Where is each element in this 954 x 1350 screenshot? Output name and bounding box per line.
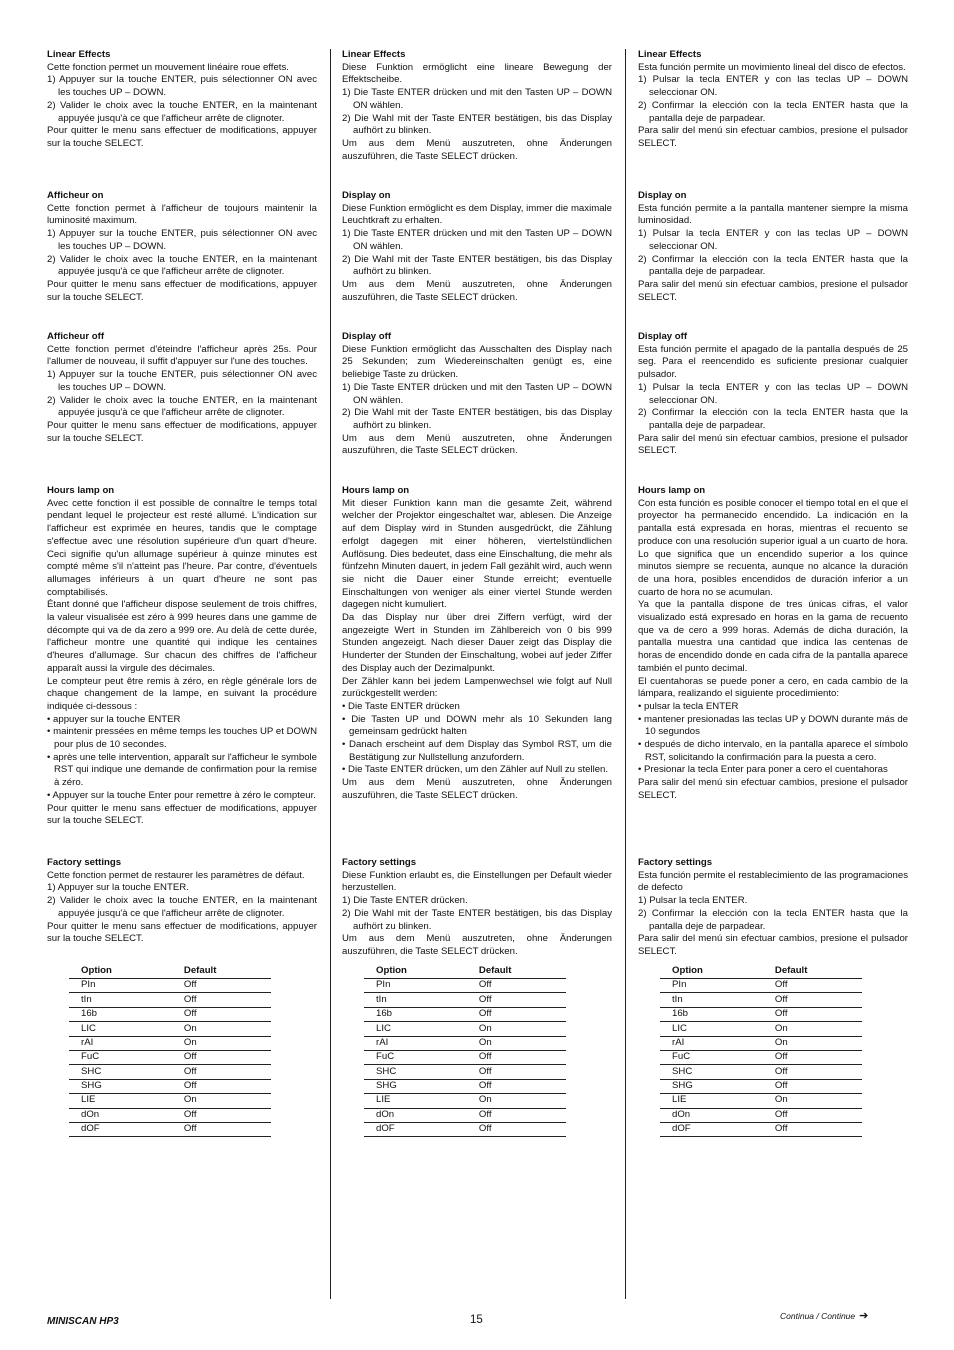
default-cell: Off: [775, 1108, 862, 1122]
default-cell: On: [184, 1022, 271, 1036]
option-cell: SHC: [660, 1065, 775, 1079]
paragraph: Para salir del menú sin efectuar cambios, presione el pulsador SELECT.: [638, 432, 908, 457]
default-cell: Off: [775, 1065, 862, 1079]
section-title: Factory settings: [342, 857, 417, 868]
bullet-item: • Appuyer sur la touche Enter pour remettre à zéro le compteur.: [47, 789, 316, 801]
section-title: Display off: [342, 331, 392, 342]
section-factory-settings: [342, 857, 612, 959]
paragraph: Diese Funktion ermöglicht es dem Display, immer die maximale Leuchtkraft zu erhalten.: [342, 202, 612, 227]
option-cell: LIC: [364, 1022, 479, 1036]
continue-text: Continua / Continue: [780, 1311, 856, 1321]
table-row: [69, 1007, 271, 1021]
option-cell: dOF: [364, 1122, 479, 1136]
table-row: [660, 1036, 862, 1050]
paragraph: Pour quitter le menu sans effectuer de modifications, appuyer sur la touche SELECT.: [47, 802, 317, 827]
paragraph: Cette fonction permet d'éteindre l'afficheur après 25s. Pour l'allumer de nouveau, il suffit d'appuyer sur l'une des touches.: [47, 343, 317, 368]
table-row: [660, 979, 862, 993]
table-row: [69, 1022, 271, 1036]
option-cell: LIE: [660, 1094, 775, 1108]
table-row: [364, 1122, 566, 1136]
bullet-item: • Die Taste ENTER drücken, um den Zähler auf Null zu stellen.: [342, 764, 609, 776]
default-cell: Off: [479, 1108, 566, 1122]
default-cell: Off: [479, 979, 566, 993]
step-item: 2) Confirmar la elección con la tecla ENTER hasta que la pantalla deje de parpadear.: [638, 907, 908, 932]
table-row: [69, 1094, 271, 1108]
paragraph: Para salir del menú sin efectuar cambios, presione el pulsador SELECT.: [638, 933, 908, 957]
option-cell: tIn: [364, 993, 479, 1007]
table-row: [660, 1065, 862, 1079]
table-row: [364, 1022, 566, 1036]
option-cell: FuC: [660, 1050, 775, 1064]
section-display-off: [342, 331, 612, 458]
table-row: [660, 1050, 862, 1064]
bullet-item: • Danach erscheint auf dem Display das Symbol RST, um die Bestätigung zur Nullstellung anzufordern.: [342, 739, 612, 763]
section-title: Factory settings: [47, 857, 122, 868]
defaults-table: [660, 965, 862, 1137]
default-cell: Off: [479, 993, 566, 1007]
step-item: 2) Die Wahl mit der Taste ENTER bestätigen, bis das Display aufhört zu blinken.: [342, 253, 612, 278]
option-cell: PIn: [69, 979, 184, 993]
step-item: 2) Confirmar la elección con la tecla ENTER hasta que la pantalla deje de parpadear.: [638, 407, 908, 431]
section-display-on: [342, 190, 612, 304]
paragraph: Para salir del menú sin efectuar cambios, presione el pulsador SELECT.: [638, 777, 908, 801]
default-cell: Off: [184, 1007, 271, 1021]
step-item: 1) Pulsar la tecla ENTER y con las teclas UP – DOWN seleccionar ON.: [638, 228, 908, 252]
step-item: 1) Appuyer sur la touche ENTER.: [47, 882, 189, 894]
paragraph: Esta función permite a la pantalla mantener siempre la misma luminosidad.: [638, 202, 908, 227]
column-header: Default: [184, 965, 271, 979]
section-factory-settings: [638, 857, 908, 959]
bullet-item: • Die Tasten UP und DOWN mehr als 10 Sekunden lang gemeinsam gedrückt halten: [342, 713, 612, 738]
option-cell: dOn: [660, 1108, 775, 1122]
table-row: [364, 993, 566, 1007]
option-cell: dOn: [69, 1108, 184, 1122]
default-cell: Off: [479, 1050, 566, 1064]
column-header: Default: [479, 965, 566, 979]
table-row: [69, 1065, 271, 1079]
option-cell: LIE: [364, 1094, 479, 1108]
option-cell: 16b: [364, 1007, 479, 1021]
default-cell: On: [479, 1094, 566, 1108]
section-linear-effects: [638, 49, 908, 151]
section-title: Hours lamp on: [638, 485, 706, 496]
column-header: Default: [775, 965, 862, 979]
section-title: Linear Effects: [638, 49, 702, 60]
paragraph: El cuentahoras se puede poner a cero, en cada cambio de la lámpara, realizando el siguiente procedimiento:: [638, 675, 908, 700]
paragraph: Diese Funktion ermöglicht eine lineare Bewegung der Effektscheibe.: [342, 61, 612, 86]
option-cell: SHC: [364, 1065, 479, 1079]
table-row: [660, 1108, 862, 1122]
step-item: 1) Appuyer sur la touche ENTER, puis sélectionner ON avec les touches UP – DOWN.: [47, 228, 317, 252]
table-row: [69, 979, 271, 993]
bullet-item: • après une telle intervention, apparaît sur l'afficheur le symbole RST qui indique une demande de confirmation pour la remise à zéro.: [47, 751, 317, 789]
paragraph: Avec cette fonction il est possible de connaître le temps total pendant lequel le projecteur est resté allumé. L'indication sur l'afficheur est exprimée en heures, tandis que le comptage s'effectue avec une résolution supérieure d'un quart d'heure. Ceci signifie qu'un allumage supérieur à quinze minutes est compté même s'il n'atteint pas l'heure. Par contre, d'éventuels allumages inférieurs à un quart d'heure ne sont pas comptabilisés.: [47, 497, 317, 598]
table-row: [660, 993, 862, 1007]
section-title: Linear Effects: [47, 49, 111, 60]
option-cell: tIn: [660, 993, 775, 1007]
paragraph: Étant donné que l'afficheur dispose seulement de trois chiffres, la valeur visualisée est zéro à 999 heures dans une gamme de décompte qui va de da zero a 999 ore. Au delà de cette durée, l'afficheur montre une quantité qui indique les centaines d'heures d'allumage. Sur chacun des chiffres de l'afficheur apparaît aussi la virgule des décimales.: [47, 599, 317, 674]
section-hours-lamp-on: [638, 485, 908, 803]
option-cell: LIC: [69, 1022, 184, 1036]
default-cell: Off: [775, 1079, 862, 1093]
step-item: 2) Valider le choix avec la touche ENTER, en la maintenant appuyée jusqu'à ce que l'afficheur arrête de clignoter.: [47, 895, 317, 919]
column-divider: [625, 49, 626, 1299]
default-cell: On: [775, 1036, 862, 1050]
table-row: [69, 1050, 271, 1064]
column-header: Option: [69, 965, 184, 979]
option-cell: dOF: [69, 1122, 184, 1136]
default-cell: Off: [775, 1122, 862, 1136]
default-cell: On: [184, 1094, 271, 1108]
paragraph: Con esta función es posible conocer el tiempo total en el que el proyector ha permanecido encendido. La indicación en la pantalla está expresada en horas, mientras el recuento se produce con una resolución superior igual a un cuarto de hora. Lo que significa que un encendido superior a los quince minutos siempre se recuenta, aunque no alcance la duración de una hora, posibles encendidos de duración inferior a un cuarto de hora no se acumulan.: [638, 497, 908, 598]
default-cell: Off: [479, 1122, 566, 1136]
table-row: [660, 1079, 862, 1093]
paragraph: Diese Funktion ermöglicht das Ausschalten des Display nach 25 Sekunden; zum Wiedereinschalten genügt es, eine beliebige Taste zu drücken.: [342, 343, 612, 381]
option-cell: PIn: [364, 979, 479, 993]
default-cell: Off: [479, 1065, 566, 1079]
option-cell: rAI: [660, 1036, 775, 1050]
step-item: 1) Pulsar la tecla ENTER.: [638, 895, 748, 907]
step-item: 1) Die Taste ENTER drücken und mit den Tasten UP – DOWN ON wählen.: [342, 87, 612, 111]
bullet-item: • pulsar la tecla ENTER: [638, 700, 739, 712]
paragraph: Um aus dem Menü auszutreten, ohne Änderungen auszuführen, die Taste SELECT drücken.: [342, 432, 612, 457]
step-item: 2) Valider le choix avec la touche ENTER, en la maintenant appuyée jusqu'à ce que l'afficheur arrête de clignoter.: [47, 99, 317, 124]
default-cell: Off: [184, 1050, 271, 1064]
section-title: Linear Effects: [342, 49, 406, 60]
section-linear-effects: [47, 49, 317, 151]
section-display-on: [47, 190, 317, 304]
table-row: [364, 1108, 566, 1122]
option-cell: SHG: [660, 1079, 775, 1093]
section-display-off: [47, 331, 317, 445]
defaults-table: [69, 965, 271, 1137]
step-item: 2) Die Wahl mit der Taste ENTER bestätigen, bis das Display aufhört zu blinken.: [342, 112, 612, 137]
table-row: [660, 1007, 862, 1021]
section-factory-settings: [47, 857, 317, 946]
step-item: 2) Valider le choix avec la touche ENTER, en la maintenant appuyée jusqu'à ce que l'afficheur arrête de clignoter.: [47, 253, 317, 278]
paragraph: Cette fonction permet un mouvement linéaire roue effets.: [47, 61, 289, 73]
table-row: [69, 993, 271, 1007]
step-item: 1) Pulsar la tecla ENTER y con las teclas UP – DOWN seleccionar ON.: [638, 74, 908, 99]
section-title: Afficheur off: [47, 331, 105, 342]
table-row: [364, 1094, 566, 1108]
table-row: [69, 1079, 271, 1093]
step-item: 1) Die Taste ENTER drücken und mit den Tasten UP – DOWN ON wählen.: [342, 228, 612, 252]
column-header: Option: [364, 965, 479, 979]
page-number: 15: [470, 1314, 483, 1326]
default-cell: On: [479, 1036, 566, 1050]
step-item: 2) Die Wahl mit der Taste ENTER bestätigen, bis das Display aufhört zu blinken.: [342, 907, 612, 932]
option-cell: rAI: [69, 1036, 184, 1050]
section-title: Hours lamp on: [342, 485, 410, 496]
table-row: [364, 1050, 566, 1064]
default-cell: Off: [184, 993, 271, 1007]
table-row: [364, 1007, 566, 1021]
paragraph: Para salir del menú sin efectuar cambios, presione el pulsador SELECT.: [638, 278, 908, 303]
default-cell: On: [775, 1094, 862, 1108]
paragraph: Pour quitter le menu sans effectuer de modifications, appuyer sur la touche SELECT.: [47, 125, 317, 149]
section-title: Afficheur on: [47, 190, 104, 201]
paragraph: Der Zähler kann bei jedem Lampenwechsel wie folgt auf Null zurückgestellt werden:: [342, 675, 612, 700]
continue-note: [780, 1309, 868, 1322]
paragraph: Um aus dem Menü auszutreten, ohne Änderungen auszuführen, die Taste SELECT drücken.: [342, 933, 612, 957]
bullet-item: • mantener presionadas las teclas UP y DOWN durante más de 10 segundos: [638, 713, 908, 738]
default-cell: Off: [775, 993, 862, 1007]
bullet-item: • maintenir pressées en même temps les touches UP et DOWN pour plus de 10 secondes.: [47, 726, 317, 751]
paragraph: Pour quitter le menu sans effectuer de modifications, appuyer sur la touche SELECT.: [47, 419, 317, 444]
paragraph: Da das Display nur über drei Ziffern verfügt, wird der angezeigte Wert in Stunden im Zählbereich von 0 bis 999 Stunden angezeigt. Nach dieser Dauer zeigt das Display die Hunderter der Stunden der Einschaltung, wobei auf jeder Ziffer des Display auch der Dezimalpunkt.: [342, 612, 612, 674]
paragraph: Um aus dem Menü auszutreten, ohne Änderungen auszuführen, die Taste SELECT drücken.: [342, 278, 612, 303]
default-cell: On: [775, 1022, 862, 1036]
column-header: Option: [660, 965, 775, 979]
default-cell: Off: [479, 1079, 566, 1093]
footer-brand: MINISCAN HP3: [47, 1316, 119, 1327]
option-cell: FuC: [364, 1050, 479, 1064]
option-cell: dOF: [660, 1122, 775, 1136]
table-header-row: [660, 965, 862, 979]
default-cell: Off: [479, 1007, 566, 1021]
table-row: [364, 1079, 566, 1093]
table-row: [660, 1094, 862, 1108]
paragraph: Para salir del menú sin efectuar cambios, presione el pulsador SELECT.: [638, 125, 908, 149]
section-hours-lamp-on: [342, 485, 612, 803]
paragraph: Esta función permite el apagado de la pantalla después de 25 seg. Para el reencendido es suficiente presionar cualquier pulsador.: [638, 343, 908, 381]
table-row: [69, 1122, 271, 1136]
section-hours-lamp-on: [47, 485, 317, 828]
step-item: 2) Confirmar la elección con la tecla ENTER hasta que la pantalla deje de parpadear.: [638, 99, 908, 124]
option-cell: dOn: [364, 1108, 479, 1122]
table-row: [660, 1022, 862, 1036]
paragraph: Esta función permite el restablecimiento de las programaciones de defecto: [638, 869, 908, 894]
paragraph: Um aus dem Menü auszutreten, ohne Änderungen auszuführen, die Taste SELECT drücken.: [342, 777, 612, 801]
option-cell: tIn: [69, 993, 184, 1007]
paragraph: Cette fonction permet de restaurer les paramètres de défaut.: [47, 869, 305, 881]
section-title: Display off: [638, 331, 688, 342]
section-title: Factory settings: [638, 857, 713, 868]
paragraph: Um aus dem Menü auszutreten, ohne Änderungen auszuführen, die Taste SELECT drücken.: [342, 137, 612, 162]
default-cell: Off: [184, 1108, 271, 1122]
default-cell: Off: [184, 1065, 271, 1079]
option-cell: LIC: [660, 1022, 775, 1036]
section-linear-effects: [342, 49, 612, 163]
step-item: 1) Die Taste ENTER drücken und mit den Tasten UP – DOWN ON wählen.: [342, 381, 612, 406]
paragraph: Mit dieser Funktion kann man die gesamte Zeit, während welcher der Projektor eingeschaltet war, ablesen. Die Anzeige auf dem Display wird in Stunden ausgedrückt, die Zählung erfolgt dagegen mit einer höheren, viertelstündlichen Auflösung. Dies bedeutet, dass eine Einschaltung, die mehr als fünfzehn Minuten dauert, in jedem Fall gezählt wird, auch wenn sie nicht die Dauer einer Stunde erreicht; eventuelle Einschaltungen von weniger als einer viertel Stunde werden dagegen nicht kumuliert.: [342, 497, 612, 611]
table-row: [364, 979, 566, 993]
arrow-right-icon: ➔: [859, 1310, 869, 1322]
section-display-off: [638, 331, 908, 458]
default-cell: On: [479, 1022, 566, 1036]
step-item: 1) Appuyer sur la touche ENTER, puis sélectionner ON avec les touches UP – DOWN.: [47, 369, 317, 393]
default-cell: Off: [184, 1079, 271, 1093]
defaults-table: [364, 965, 566, 1137]
default-cell: Off: [184, 979, 271, 993]
option-cell: rAI: [364, 1036, 479, 1050]
default-cell: Off: [184, 1122, 271, 1136]
column-divider: [330, 49, 331, 1299]
default-cell: Off: [775, 979, 862, 993]
section-title: Display on: [638, 190, 687, 201]
option-cell: FuC: [69, 1050, 184, 1064]
paragraph: Pour quitter le menu sans effectuer de modifications, appuyer sur la touche SELECT.: [47, 278, 317, 303]
table-row: [69, 1108, 271, 1122]
table-row: [69, 1036, 271, 1050]
paragraph: Pour quitter le menu sans effectuer de modifications, appuyer sur la touche SELECT.: [47, 920, 317, 945]
option-cell: SHG: [69, 1079, 184, 1093]
table-header-row: [364, 965, 566, 979]
section-title: Hours lamp on: [47, 485, 115, 496]
option-cell: SHC: [69, 1065, 184, 1079]
table-row: [660, 1122, 862, 1136]
option-cell: SHG: [364, 1079, 479, 1093]
option-cell: LIE: [69, 1094, 184, 1108]
bullet-item: • después de dicho intervalo, en la pantalla aparece el símbolo RST, solicitando la confirmación para la puesta a cero.: [638, 739, 908, 763]
bullet-item: • appuyer sur la touche ENTER: [47, 713, 181, 725]
bullet-item: • Presionar la tecla Enter para poner a cero el cuentahoras: [638, 764, 888, 776]
option-cell: PIn: [660, 979, 775, 993]
paragraph: Diese Funktion erlaubt es, die Einstellungen per Default wieder herzustellen.: [342, 869, 612, 894]
step-item: 1) Die Taste ENTER drücken.: [342, 895, 468, 907]
section-title: Display on: [342, 190, 391, 201]
step-item: 1) Pulsar la tecla ENTER y con las teclas UP – DOWN seleccionar ON.: [638, 381, 908, 406]
paragraph: Esta función permite un movimiento lineal del disco de efectos.: [638, 61, 906, 73]
step-item: 2) Confirmar la elección con la tecla ENTER hasta que la pantalla deje de parpadear.: [638, 253, 908, 278]
table-row: [364, 1036, 566, 1050]
paragraph: Le compteur peut être remis à zéro, en règle générale lors de chaque changement de la lampe, en suivant la procédure indiquée ci-dessous :: [47, 675, 317, 712]
section-display-on: [638, 190, 908, 304]
paragraph: Ya que la pantalla dispone de tres únicas cifras, el valor visualizado está expresado en horas en la gama de recuento que va de cero a 999 horas. Además de dicha duración, la pantalla muestra una cantidad que indica las centenas de horas de encendido donde en cada cifra de la pantalla aparece también el punto decimal.: [638, 599, 908, 674]
option-cell: 16b: [69, 1007, 184, 1021]
step-item: 2) Die Wahl mit der Taste ENTER bestätigen, bis das Display aufhört zu blinken.: [342, 407, 612, 431]
step-item: 1) Appuyer sur la touche ENTER, puis sélectionner ON avec les touches UP – DOWN.: [47, 74, 317, 99]
default-cell: Off: [775, 1050, 862, 1064]
bullet-item: • Die Taste ENTER drücken: [342, 700, 460, 712]
default-cell: On: [184, 1036, 271, 1050]
step-item: 2) Valider le choix avec la touche ENTER, en la maintenant appuyée jusqu'à ce que l'afficheur arrête de clignoter.: [47, 394, 317, 419]
default-cell: Off: [775, 1007, 862, 1021]
table-row: [364, 1065, 566, 1079]
table-header-row: [69, 965, 271, 979]
paragraph: Cette fonction permet à l'afficheur de toujours maintenir la luminosité maximum.: [47, 202, 317, 227]
option-cell: 16b: [660, 1007, 775, 1021]
